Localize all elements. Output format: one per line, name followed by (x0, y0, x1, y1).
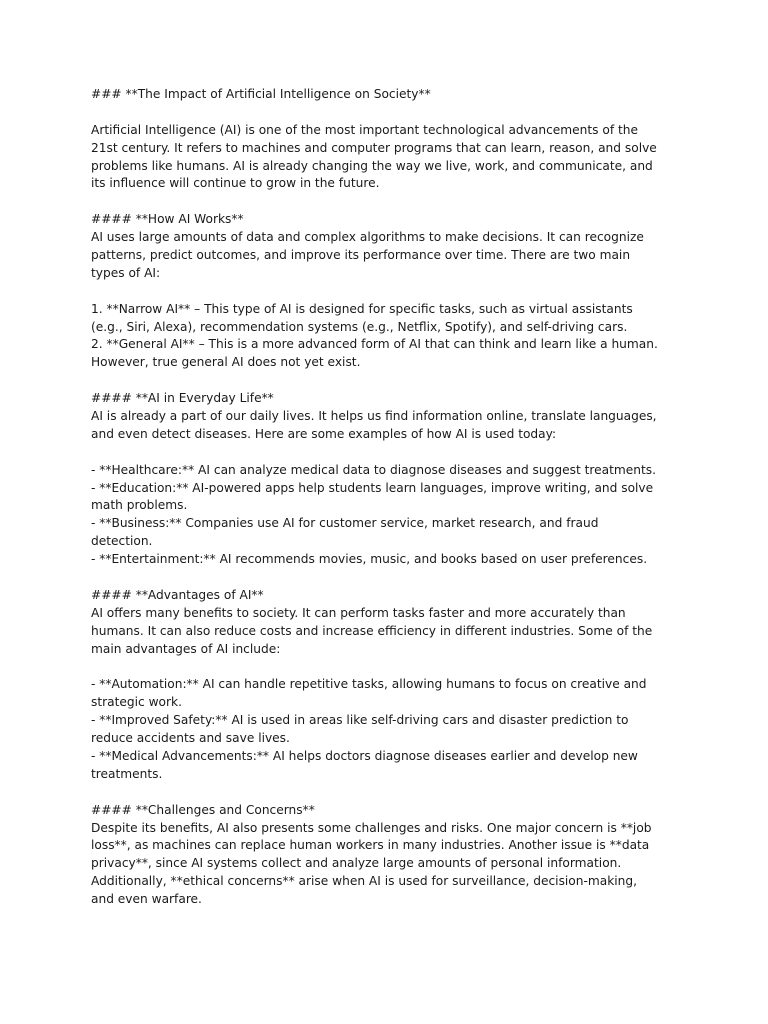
section-everyday-life (91, 390, 691, 569)
text-line: AI offers many benefits to society. It can perform tasks faster and more accurately than (91, 605, 626, 620)
list-item: treatments. (91, 766, 163, 781)
spacer (91, 372, 691, 390)
document-page (91, 86, 691, 909)
text-line: and even detect diseases. Here are some examples of how AI is used today: (91, 426, 557, 441)
text-line: Despite its benefits, AI also presents some challenges and risks. One major concern is **job (91, 820, 652, 835)
spacer (91, 444, 691, 462)
section-challenges (91, 802, 691, 909)
spacer (91, 784, 691, 802)
list-item: math problems. (91, 498, 188, 513)
list-item: - **Business:** Companies use AI for customer service, market research, and fraud (91, 516, 599, 531)
text-line: patterns, predict outcomes, and improve its performance over time. There are two main (91, 248, 631, 263)
list-item: - **Medical Advancements:** AI helps doctors diagnose diseases earlier and develop new (91, 748, 638, 763)
section-heading: #### **AI in Everyday Life** (91, 391, 274, 406)
list-item: (e.g., Siri, Alexa), recommendation systems (e.g., Netflix, Spotify), and self-driving cars. (91, 319, 628, 334)
text-line: types of AI: (91, 265, 161, 280)
text-line: privacy**, since AI systems collect and analyze large amounts of personal information. (91, 856, 622, 871)
section-how-ai-works (91, 211, 691, 372)
section-heading: #### **Challenges and Concerns** (91, 802, 315, 817)
text-line: main advantages of AI include: (91, 641, 281, 656)
spacer (91, 193, 691, 211)
spacer (91, 659, 691, 677)
list-item: - **Automation:** AI can handle repetitive tasks, allowing humans to focus on creative and (91, 677, 647, 692)
list-item: However, true general AI does not yet exist. (91, 355, 361, 370)
list-item: strategic work. (91, 695, 182, 710)
intro-paragraph (91, 122, 691, 194)
section-advantages (91, 587, 691, 784)
list-item: - **Healthcare:** AI can analyze medical data to diagnose diseases and suggest treatments. (91, 462, 656, 477)
section-heading: #### **How AI Works** (91, 212, 244, 227)
text-line: humans. It can also reduce costs and increase efficiency in different industries. Some of the (91, 623, 653, 638)
text-line: and even warfare. (91, 892, 202, 907)
list-item: - **Education:** AI-powered apps help students learn languages, improve writing, and solve (91, 480, 654, 495)
document-title: ### **The Impact of Artificial Intelligence on Society** (91, 87, 431, 101)
text-line: its influence will continue to grow in the future. (91, 176, 380, 191)
list-item: 2. **General AI** – This is a more advanced form of AI that can think and learn like a human. (91, 337, 658, 352)
text-line: Additionally, **ethical concerns** arise when AI is used for surveillance, decision-making, (91, 874, 637, 889)
spacer (91, 569, 691, 587)
section-heading: #### **Advantages of AI** (91, 587, 264, 602)
list-item: detection. (91, 534, 153, 549)
text-line: Artificial Intelligence (AI) is one of the most important technological advancements of the (91, 122, 638, 137)
list-item: - **Improved Safety:** AI is used in areas like self-driving cars and disaster prediction to (91, 713, 629, 728)
text-line: loss**, as machines can replace human workers in many industries. Another issue is **data (91, 838, 650, 853)
text-line: AI uses large amounts of data and complex algorithms to make decisions. It can recognize (91, 230, 644, 245)
text-line: 21st century. It refers to machines and computer programs that can learn, reason, and solve (91, 140, 657, 155)
text-line: problems like humans. AI is already changing the way we live, work, and communicate, and (91, 158, 653, 173)
list-item: - **Entertainment:** AI recommends movies, music, and books based on user preferences. (91, 552, 648, 567)
list-item: reduce accidents and save lives. (91, 731, 290, 746)
spacer (91, 283, 691, 301)
spacer (91, 104, 691, 122)
text-line: AI is already a part of our daily lives. It helps us find information online, translate languages, (91, 409, 657, 424)
list-item: 1. **Narrow AI** – This type of AI is designed for specific tasks, such as virtual assistants (91, 301, 633, 316)
